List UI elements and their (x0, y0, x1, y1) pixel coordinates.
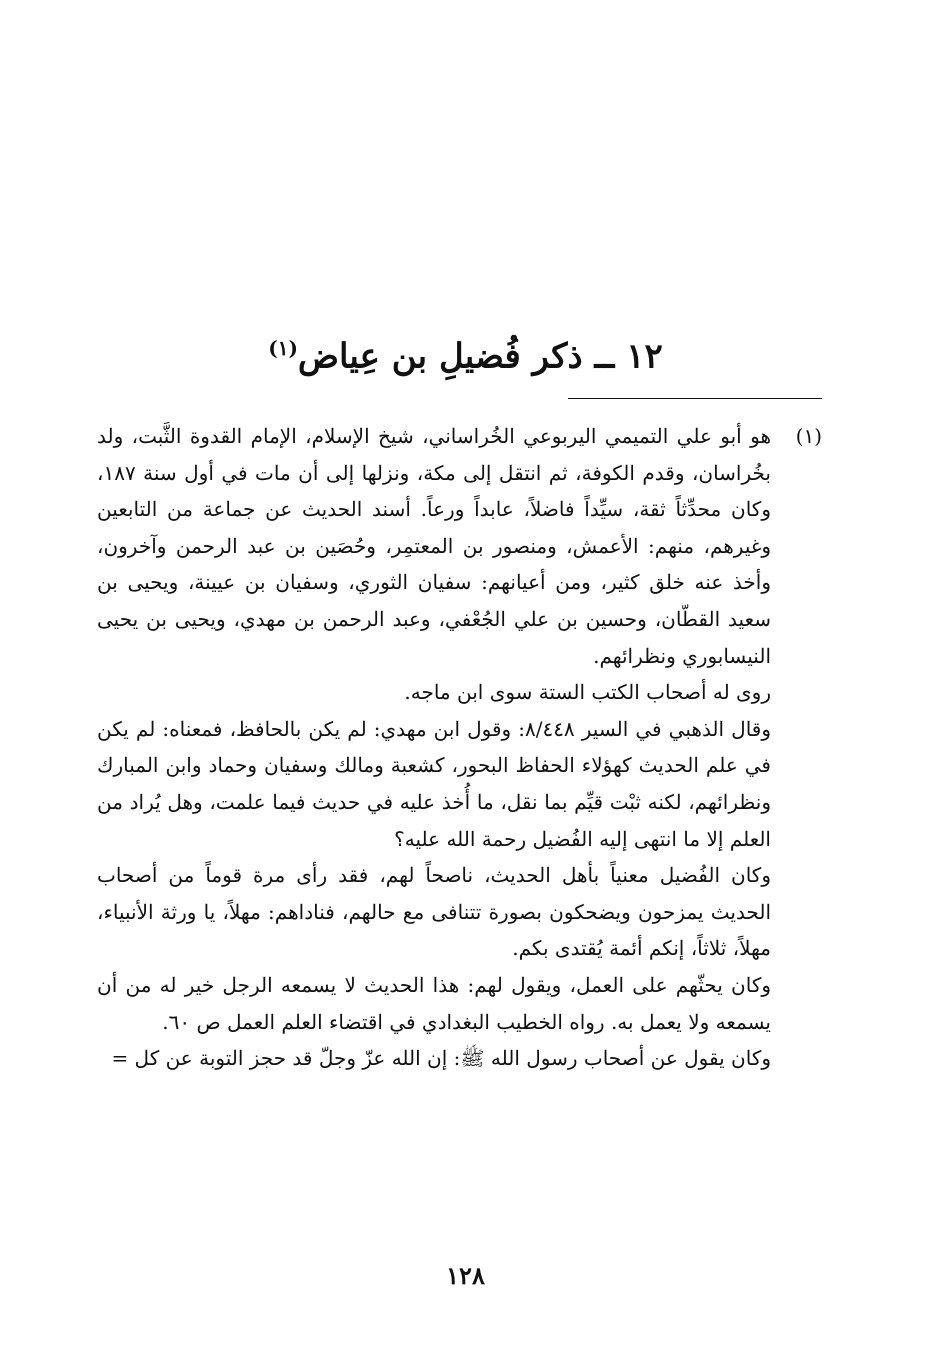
chapter-title (200, 318, 731, 386)
footnote-number: (١) (795, 424, 822, 448)
footnote-paragraph-advice: وكان الفُضيل معنياً بأهل الحديث، ناصحاً لهم، فقد رأى مرة قوماً من أصحاب الحديث يمزحون ويضحكون بصورة تتنافى مع حالهم، فناداهم: مهلاً، يا ورثة الأنبياء، مهلاً، ثلاثاً، إنكم أئمة يُقتدى بكم. (97, 863, 771, 961)
footnote-marker: (١) (268, 336, 298, 360)
footnote-paragraph-action: وكان يحثّهم على العمل، ويقول لهم: هذا الحديث لا يسمعه الرجل خير له من أن يسمعه ولا يعمل به. رواه الخطيب البغدادي في اقتضاء العلم العمل ص ٦٠. (97, 972, 771, 1034)
page-number: ١٢٨ (446, 1261, 485, 1290)
footnote-separator (568, 398, 822, 399)
footnote-paragraph-biography: هو أبو علي التميمي اليربوعي الخُراساني، شيخ الإسلام، الإمام القدوة الثَّبت، ولد بخُراسان، وقدم الكوفة، ثم انتقل إلى مكة، ونزلها إلى أن مات في أول سنة ١٨٧، وكان محدِّثاً ثقة، سيِّداً فاضلاً، عابداً ورعاً. أسند الحديث عن جماعة من التابعين وغيرهم، منهم: الأعمش، ومنصور بن المعتمِر، وحُصَين بن عبد الرحمن وآخرون، وأخذ عنه خلق كثير، ومن أعيانهم: سفيان الثوري، وسفيان بن عيينة، ويحيى بن سعيد القطّان، وحسين بن علي الجُعْفي، وعبد الرحمن بن مهدي، ويحيى بن يحيى النيسابوري ونظرائهم. (97, 424, 771, 668)
chapter-title-text: ١٢ ــ ذكر فُضيلِ بن عِياض (297, 336, 663, 377)
footnote-paragraph-dhahabi: وقال الذهبي في السير ٨/٤٤٨: وقول ابن مهدي: لم يكن بالحافظ، فمعناه: لم يكن في علم الحديث كهؤلاء الحفاظ البحور، كشعبة ومالك وسفيان وحماد وابن المبارك ونظرائهم، لكنه ثبْت قيِّم بما نقل، ما أُخذ عليه في حديث فيما علمت، وهل يُراد من العلم إلا ما انتهى إليه الفُضيل رحمة الله عليه؟ (97, 716, 772, 851)
footnote-paragraph-companions: وكان يقول عن أصحاب رسول الله ﷺ: إن الله عزّ وجلّ قد حجز التوبة عن كل = (111, 1046, 771, 1071)
footnote-paragraph-narrators: روى له أصحاب الكتب الستة سوى ابن ماجه. (404, 680, 771, 705)
footnote-body (97, 418, 771, 1077)
